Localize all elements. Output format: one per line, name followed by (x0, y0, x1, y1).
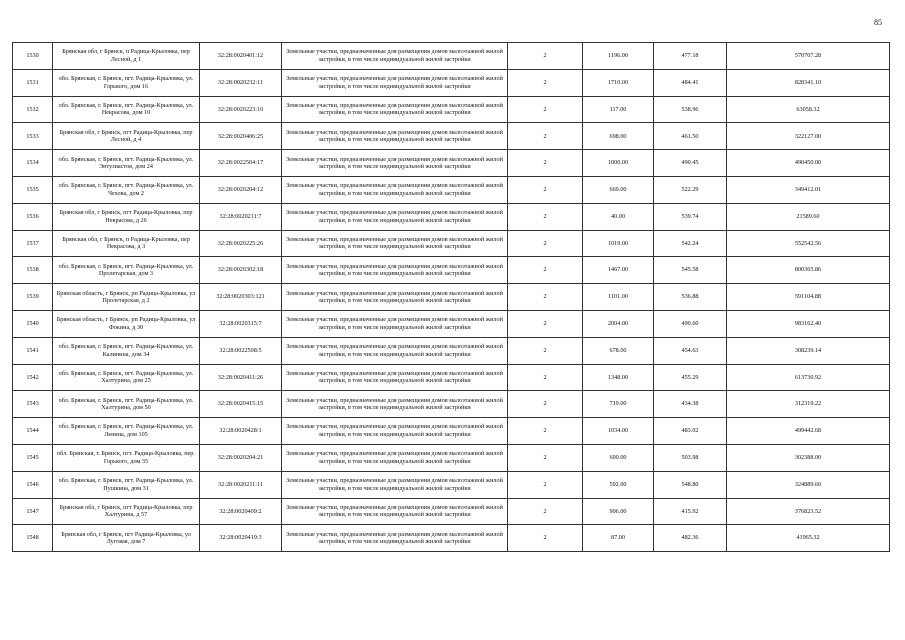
cadastral-value-cell: 349412.01 (727, 176, 890, 203)
area-cell: 1101.00 (583, 284, 654, 311)
category-cell: 2 (508, 43, 583, 70)
area-cell: 40.00 (583, 203, 654, 230)
cadastral-value-table (12, 42, 890, 552)
specific-value-cell: 461.50 (654, 123, 727, 150)
specific-value-cell: 542.24 (654, 230, 727, 257)
row-number-cell: 1548 (13, 525, 53, 552)
table-row (13, 203, 890, 230)
category-cell: 2 (508, 284, 583, 311)
table-row (13, 69, 890, 96)
area-cell: 1019.00 (583, 230, 654, 257)
address-cell: Брянская область, г Брянск, рп Радица-Крыловка, ул Пролетарская, д 2 (53, 284, 200, 311)
area-cell: 2004.00 (583, 310, 654, 337)
row-number-cell: 1537 (13, 230, 53, 257)
cadastral-value-cell: 983162.40 (727, 310, 890, 337)
row-number-cell: 1544 (13, 418, 53, 445)
specific-value-cell: 545.58 (654, 257, 727, 284)
permitted-use-cell: Земельные участки, предназначенные для размещения домов малоэтажной жилой застройки, в том числе индивидуальной жилой застройки (282, 498, 508, 525)
page-number: 85 (874, 18, 882, 27)
table-row (13, 257, 890, 284)
row-number-cell: 1541 (13, 337, 53, 364)
permitted-use-cell: Земельные участки, предназначенные для размещения домов малоэтажной жилой застройки, в том числе индивидуальной жилой застройки (282, 471, 508, 498)
cadastral-number-cell: 32:28:0020211:7 (200, 203, 282, 230)
table-row (13, 444, 890, 471)
address-cell: обл. Брянская, г. Брянск, пгт. Радица-Крыловка, ул. Пушкина, дом 31 (53, 471, 200, 498)
cadastral-number-cell: 32:28:0020415:15 (200, 391, 282, 418)
category-cell: 2 (508, 418, 583, 445)
category-cell: 2 (508, 525, 583, 552)
specific-value-cell: 490.45 (654, 150, 727, 177)
area-cell: 1034.00 (583, 418, 654, 445)
cadastral-number-cell: 32:28:0022508:5 (200, 337, 282, 364)
table-row (13, 525, 890, 552)
permitted-use-cell: Земельные участки, предназначенные для размещения домов малоэтажной жилой застройки, в том числе индивидуальной жилой застройки (282, 310, 508, 337)
permitted-use-cell: Земельные участки, предназначенные для размещения домов малоэтажной жилой застройки, в том числе индивидуальной жилой застройки (282, 43, 508, 70)
cadastral-value-cell: 63058.32 (727, 96, 890, 123)
category-cell: 2 (508, 444, 583, 471)
table-row (13, 391, 890, 418)
cadastral-value-cell: 499442.68 (727, 418, 890, 445)
row-number-cell: 1540 (13, 310, 53, 337)
area-cell: 87.00 (583, 525, 654, 552)
address-cell: обл. Брянская, г. Брянск, пгт. Радица-Крыловка, ул. Горького, дом 16 (53, 69, 200, 96)
cadastral-value-cell: 41965.32 (727, 525, 890, 552)
table-row (13, 43, 890, 70)
specific-value-cell: 483.02 (654, 418, 727, 445)
permitted-use-cell: Земельные участки, предназначенные для размещения домов малоэтажной жилой застройки, в том числе индивидуальной жилой застройки (282, 176, 508, 203)
cadastral-number-cell: 32:28:0020401:12 (200, 43, 282, 70)
specific-value-cell: 522.29 (654, 176, 727, 203)
address-cell: Брянская обл, г Брянск, пгт Радица-Крыловка, пер Халтурина, д 57 (53, 498, 200, 525)
table-row (13, 418, 890, 445)
area-cell: 719.00 (583, 391, 654, 418)
cadastral-number-cell: 32:28:0020428:1 (200, 418, 282, 445)
address-cell: обл. Брянская, г. Брянск, пгт. Радица-Крыловка, ул. Энтузиастов, дом 24 (53, 150, 200, 177)
permitted-use-cell: Земельные участки, предназначенные для размещения домов малоэтажной жилой застройки, в том числе индивидуальной жилой застройки (282, 230, 508, 257)
row-number-cell: 1538 (13, 257, 53, 284)
specific-value-cell: 484.41 (654, 69, 727, 96)
area-cell: 600.00 (583, 444, 654, 471)
address-cell: обл. Брянская, г. Брянск, пгт. Радица-Крыловка, ул. Халтурина, дом 50 (53, 391, 200, 418)
cadastral-value-cell: 591104.88 (727, 284, 890, 311)
address-cell: обл. Брянская, г. Брянск, пгт. Радица-Крыловка, ул. Халтурина, дом 25 (53, 364, 200, 391)
row-number-cell: 1530 (13, 43, 53, 70)
cadastral-value-cell: 613730.92 (727, 364, 890, 391)
permitted-use-cell: Земельные участки, предназначенные для размещения домов малоэтажной жилой застройки, в том числе индивидуальной жилой застройки (282, 364, 508, 391)
cadastral-value-cell: 324889.60 (727, 471, 890, 498)
address-cell: обл. Брянская, г. Брянск, пгт. Радица-Крыловка, ул. Пролетарская, дом 3 (53, 257, 200, 284)
specific-value-cell: 548.80 (654, 471, 727, 498)
category-cell: 2 (508, 176, 583, 203)
specific-value-cell: 477.18 (654, 43, 727, 70)
cadastral-number-cell: 32:28:0020223:10 (200, 96, 282, 123)
specific-value-cell: 490.60 (654, 310, 727, 337)
table-row (13, 96, 890, 123)
permitted-use-cell: Земельные участки, предназначенные для размещения домов малоэтажной жилой застройки, в том числе индивидуальной жилой застройки (282, 525, 508, 552)
table-row (13, 123, 890, 150)
address-cell: обл. Брянская, г. Брянск, пгт. Радица-Крыловка, ул. Некрасова, дом 10 (53, 96, 200, 123)
cadastral-value-cell: 552542.56 (727, 230, 890, 257)
cadastral-value-cell: 308239.14 (727, 337, 890, 364)
address-cell: Брянская область, г Брянск, рп Радица-Крыловка, ул Фокина, д 30 (53, 310, 200, 337)
row-number-cell: 1542 (13, 364, 53, 391)
category-cell: 2 (508, 96, 583, 123)
area-cell: 906.00 (583, 498, 654, 525)
cadastral-number-cell: 32:28:0020211:11 (200, 471, 282, 498)
area-cell: 1467.00 (583, 257, 654, 284)
category-cell: 2 (508, 123, 583, 150)
specific-value-cell: 539.74 (654, 203, 727, 230)
area-cell: 1000.00 (583, 150, 654, 177)
cadastral-value-cell: 828341.10 (727, 69, 890, 96)
row-number-cell: 1531 (13, 69, 53, 96)
specific-value-cell: 536.88 (654, 284, 727, 311)
cadastral-value-cell: 570707.28 (727, 43, 890, 70)
address-cell: обл. Брянская, г. Брянск, пгт. Радица-Крыловка, ул. Ленина, дом 105 (53, 418, 200, 445)
row-number-cell: 1547 (13, 498, 53, 525)
cadastral-value-cell: 490450.00 (727, 150, 890, 177)
address-cell: Брянская обл, г Брянск, пгт Радица-Крыловка, ул Луговая, дом 7 (53, 525, 200, 552)
address-cell: обл. Брянская, г. Брянск, пгт. Радица-Крыловка, ул. Калинина, дом 34 (53, 337, 200, 364)
category-cell: 2 (508, 391, 583, 418)
permitted-use-cell: Земельные участки, предназначенные для размещения домов малоэтажной жилой застройки, в том числе индивидуальной жилой застройки (282, 257, 508, 284)
address-cell: Брянская обл, г Брянск, п Радица-Крыловка, пер Лесной, д 1 (53, 43, 200, 70)
table-row (13, 498, 890, 525)
specific-value-cell: 455.29 (654, 364, 727, 391)
permitted-use-cell: Земельные участки, предназначенные для размещения домов малоэтажной жилой застройки, в том числе индивидуальной жилой застройки (282, 203, 508, 230)
area-cell: 117.00 (583, 96, 654, 123)
area-cell: 678.00 (583, 337, 654, 364)
category-cell: 2 (508, 203, 583, 230)
address-cell: обл. Брянская, г. Брянск, пгт. Радица-Крыловка, пер. Горького, дом 35 (53, 444, 200, 471)
cadastral-number-cell: 32:28:0020204:12 (200, 176, 282, 203)
address-cell: обл. Брянская, г. Брянск, пгт. Радица-Крыловка, ул. Чехова, дом 2 (53, 176, 200, 203)
permitted-use-cell: Земельные участки, предназначенные для размещения домов малоэтажной жилой застройки, в том числе индивидуальной жилой застройки (282, 444, 508, 471)
table-row (13, 337, 890, 364)
area-cell: 1348.00 (583, 364, 654, 391)
address-cell: Брянская обл, г Брянск, п Радица-Крыловка, пер Некрасова, д 3 (53, 230, 200, 257)
cadastral-number-cell: 32:28:0020303:121 (200, 284, 282, 311)
permitted-use-cell: Земельные участки, предназначенные для размещения домов малоэтажной жилой застройки, в том числе индивидуальной жилой застройки (282, 123, 508, 150)
cadastral-number-cell: 32:28:0020204:21 (200, 444, 282, 471)
row-number-cell: 1534 (13, 150, 53, 177)
category-cell: 2 (508, 471, 583, 498)
permitted-use-cell: Земельные участки, предназначенные для размещения домов малоэтажной жилой застройки, в том числе индивидуальной жилой застройки (282, 96, 508, 123)
category-cell: 2 (508, 310, 583, 337)
table-row (13, 150, 890, 177)
table-row (13, 230, 890, 257)
area-cell: 669.00 (583, 176, 654, 203)
row-number-cell: 1543 (13, 391, 53, 418)
table-body (13, 43, 890, 552)
permitted-use-cell: Земельные участки, предназначенные для размещения домов малоэтажной жилой застройки, в том числе индивидуальной жилой застройки (282, 337, 508, 364)
cadastral-number-cell: 32:28:0020409:2 (200, 498, 282, 525)
specific-value-cell: 415.92 (654, 498, 727, 525)
address-cell: Брянская обл, г Брянск, пгт Радица-Крыловка, пер Некрасова, д 26 (53, 203, 200, 230)
row-number-cell: 1536 (13, 203, 53, 230)
area-cell: 698.00 (583, 123, 654, 150)
cadastral-number-cell: 32:28:0020225:26 (200, 230, 282, 257)
cadastral-value-cell: 21589.60 (727, 203, 890, 230)
permitted-use-cell: Земельные участки, предназначенные для размещения домов малоэтажной жилой застройки, в том числе индивидуальной жилой застройки (282, 284, 508, 311)
permitted-use-cell: Земельные участки, предназначенные для размещения домов малоэтажной жилой застройки, в том числе индивидуальной жилой застройки (282, 418, 508, 445)
table-row (13, 471, 890, 498)
area-cell: 592.00 (583, 471, 654, 498)
permitted-use-cell: Земельные участки, предназначенные для размещения домов малоэтажной жилой застройки, в том числе индивидуальной жилой застройки (282, 391, 508, 418)
cadastral-value-cell: 312319.22 (727, 391, 890, 418)
table-row (13, 284, 890, 311)
category-cell: 2 (508, 69, 583, 96)
category-cell: 2 (508, 364, 583, 391)
specific-value-cell: 503.98 (654, 444, 727, 471)
address-cell: Брянская обл, г Брянск, пгт Радица-Крыловка, пер Лесной, д 4 (53, 123, 200, 150)
cadastral-value-cell: 376823.52 (727, 498, 890, 525)
row-number-cell: 1532 (13, 96, 53, 123)
category-cell: 2 (508, 337, 583, 364)
cadastral-number-cell: 32:28:0020419:3 (200, 525, 282, 552)
permitted-use-cell: Земельные участки, предназначенные для размещения домов малоэтажной жилой застройки, в том числе индивидуальной жилой застройки (282, 69, 508, 96)
category-cell: 2 (508, 230, 583, 257)
cadastral-value-cell: 800365.86 (727, 257, 890, 284)
cadastral-number-cell: 32:28:0020411:26 (200, 364, 282, 391)
permitted-use-cell: Земельные участки, предназначенные для размещения домов малоэтажной жилой застройки, в том числе индивидуальной жилой застройки (282, 150, 508, 177)
cadastral-number-cell: 32:28:0020232:11 (200, 69, 282, 96)
area-cell: 1196.00 (583, 43, 654, 70)
cadastral-number-cell: 32:28:0020315:7 (200, 310, 282, 337)
area-cell: 1710.00 (583, 69, 654, 96)
cadastral-number-cell: 32:28:0020406:25 (200, 123, 282, 150)
row-number-cell: 1546 (13, 471, 53, 498)
row-number-cell: 1535 (13, 176, 53, 203)
category-cell: 2 (508, 498, 583, 525)
cadastral-number-cell: 32:28:0022504:17 (200, 150, 282, 177)
row-number-cell: 1545 (13, 444, 53, 471)
table-row (13, 364, 890, 391)
cadastral-number-cell: 32:28:0020302:18 (200, 257, 282, 284)
specific-value-cell: 454.63 (654, 337, 727, 364)
table-row (13, 310, 890, 337)
row-number-cell: 1539 (13, 284, 53, 311)
specific-value-cell: 538.96 (654, 96, 727, 123)
specific-value-cell: 482.36 (654, 525, 727, 552)
table-row (13, 176, 890, 203)
specific-value-cell: 434.38 (654, 391, 727, 418)
category-cell: 2 (508, 257, 583, 284)
category-cell: 2 (508, 150, 583, 177)
cadastral-value-cell: 302388.00 (727, 444, 890, 471)
row-number-cell: 1533 (13, 123, 53, 150)
cadastral-value-cell: 322127.00 (727, 123, 890, 150)
